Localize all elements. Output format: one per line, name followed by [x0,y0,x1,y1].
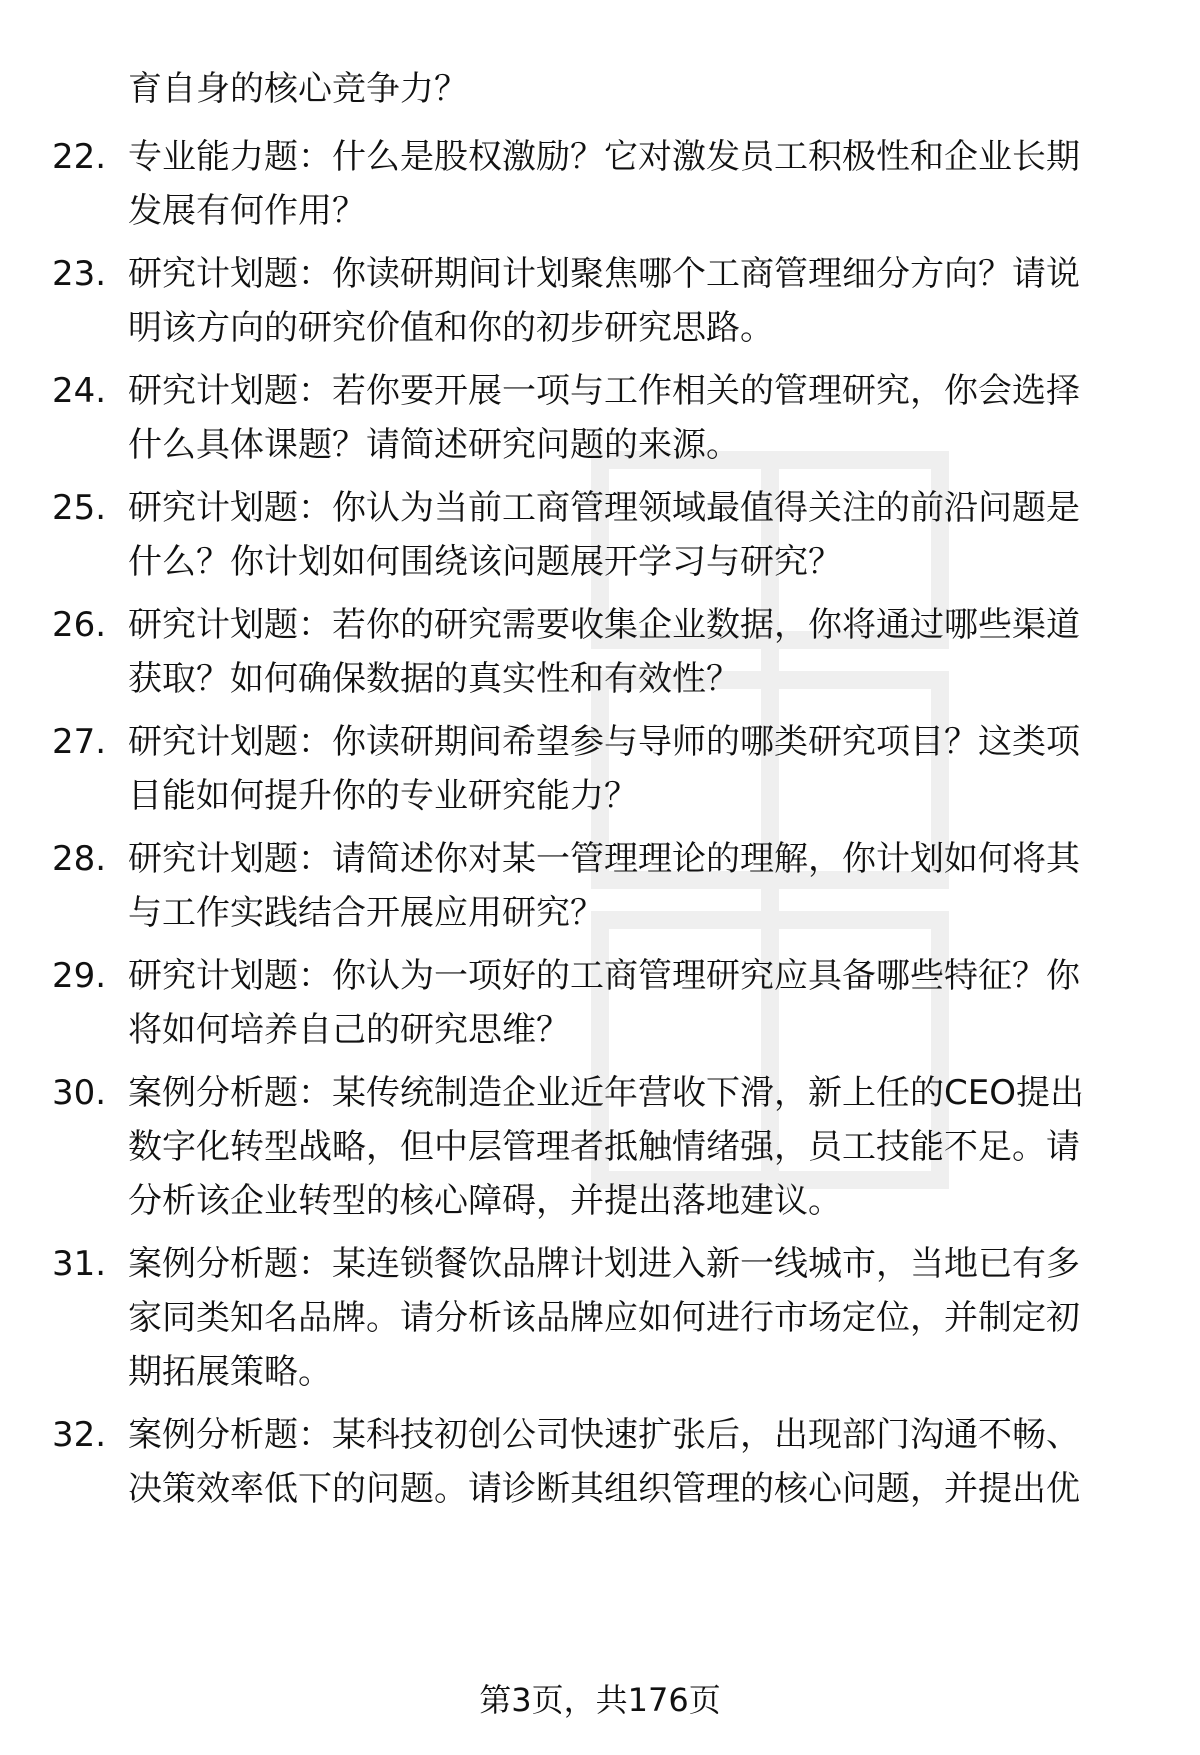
question-text-line: 研究计划题：请简述你对某一管理理论的理解，你计划如何将其 [128,839,1080,879]
question-number: 27. [52,722,107,762]
question-text-line: 专业能力题：什么是股权激励？它对激发员工积极性和企业长期 [128,137,1080,177]
question-text [128,598,1178,706]
question-number: 31. [52,1244,107,1284]
question-text [128,364,1178,472]
question-number: 28. [52,839,107,879]
question-text [128,1237,1178,1399]
question-text-line: 什么？你计划如何围绕该问题展开学习与研究？ [128,542,842,582]
question-number: 24. [52,371,107,411]
question-text-line: 明该方向的研究价值和你的初步研究思路。 [128,308,774,348]
question-text-line: 案例分析题：某连锁餐饮品牌计划进入新一线城市，当地已有多 [128,1244,1080,1284]
question-text-line: 研究计划题：你认为当前工商管理领域最值得关注的前沿问题是 [128,488,1080,528]
question-number: 30. [52,1073,107,1113]
question-text [128,247,1178,355]
question-text-line: 数字化转型战略，但中层管理者抵触情绪强，员工技能不足。请 [128,1127,1080,1167]
question-text [128,1408,1178,1516]
question-text-line: 将如何培养自己的研究思维？ [128,1010,570,1050]
question-number: 32. [52,1415,107,1455]
question-number: 26. [52,605,107,645]
question-text [128,832,1178,940]
question-text-line: 获取？如何确保数据的真实性和有效性？ [128,659,740,699]
question-text-line: 研究计划题：若你的研究需要收集企业数据，你将通过哪些渠道 [128,605,1080,645]
question-text-line: 案例分析题：某传统制造企业近年营收下滑，新上任的CEO提出 [128,1073,1084,1113]
question-text [128,715,1178,823]
question-text-line: 研究计划题：你读研期间希望参与导师的哪类研究项目？这类项 [128,722,1080,762]
question-text [128,949,1178,1057]
question-text-line: 家同类知名品牌。请分析该品牌应如何进行市场定位，并制定初 [128,1298,1080,1338]
question-text-line: 什么具体课题？请简述研究问题的来源。 [128,425,740,465]
question-text-line: 与工作实践结合开展应用研究？ [128,893,604,933]
question-text-line: 研究计划题：若你要开展一项与工作相关的管理研究，你会选择 [128,371,1080,411]
question-text-line: 决策效率低下的问题。请诊断其组织管理的核心问题，并提出优 [128,1469,1080,1509]
question-number: 29. [52,956,107,996]
question-text [128,481,1178,589]
question-text-line: 目能如何提升你的专业研究能力？ [128,776,638,816]
question-text-line: 期拓展策略。 [128,1352,332,1392]
question-number: 23. [52,254,107,294]
question-number: 25. [52,488,107,528]
question-text-line: 研究计划题：你读研期间计划聚焦哪个工商管理细分方向？请说 [128,254,1080,294]
question-text-line: 案例分析题：某科技初创公司快速扩张后，出现部门沟通不畅、 [128,1415,1080,1455]
question-text [128,1066,1178,1228]
question-text-line: 发展有何作用？ [128,191,366,231]
question-text-line: 研究计划题：你认为一项好的工商管理研究应具备哪些特征？你 [128,956,1080,996]
page-footer: 第3页，共176页 [479,1681,721,1719]
question-text [128,130,1178,238]
question-number: 22. [52,137,107,177]
continuation-line: 育自身的核心竞争力？ [128,69,468,109]
question-text-line: 分析该企业转型的核心障碍，并提出落地建议。 [128,1181,842,1221]
